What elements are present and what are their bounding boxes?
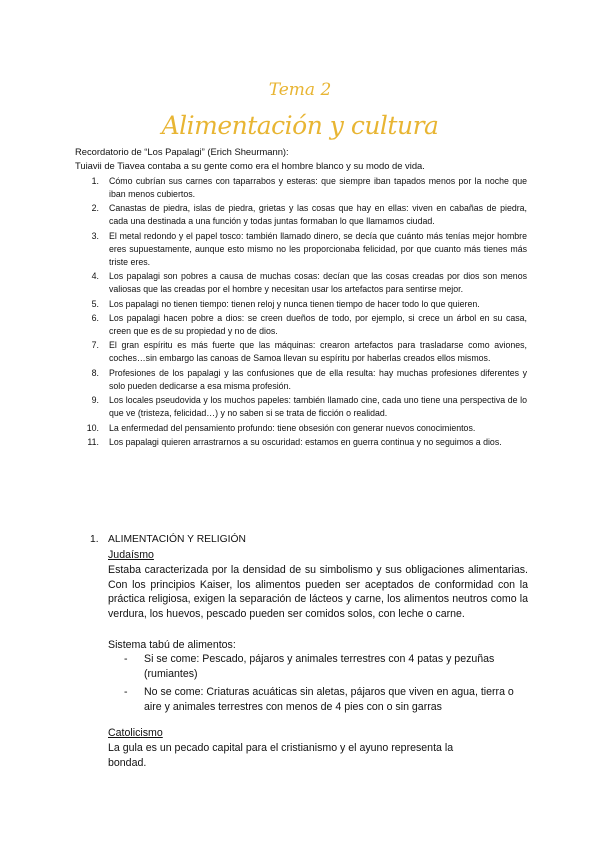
list-item-text: Si se come: Pescado, pájaros y animales terrestres con 4 patas y pezuñas (rumiantes) <box>144 653 495 680</box>
dash-bullet: - <box>124 653 128 665</box>
taboo-list <box>124 652 528 718</box>
list-item <box>85 230 527 269</box>
list-item-number: 2. <box>91 203 99 214</box>
judaismo-heading: Judaísmo <box>108 549 154 561</box>
section-heading <box>90 534 246 545</box>
list-item-number: 9. <box>91 395 99 406</box>
list-item-number: 10. <box>86 422 99 433</box>
list-item-number: 4. <box>91 271 99 282</box>
list-item <box>85 436 527 449</box>
list-item-number: 11. <box>87 436 99 447</box>
judaismo-paragraph: Estaba caracterizada por la densidad de su simbolismo y sus obligaciones alimentarias. Con los principios Kaiser, los alimentos pueden ser aceptados de conformidad con la práctica religiosa, exigen la separación de lácteos y carne, los alimentos neutros como la verdura, los huevos, pescado pueden ser comidos solos, con leche o carne. <box>108 564 528 620</box>
list-item-text: Los papalagi son pobres a causa de muchas cosas: decían que las cosas creadas por dios son menos valiosas que las creadas por el hombre y necesitan usar los artefactos para sentirse mejor. <box>109 271 527 295</box>
page-title: Alimentación y cultura <box>161 111 439 140</box>
list-item-text: El metal redondo y el papel tosco: también llamado dinero, se decía que cuánto más tenías mejor hombre eres supuestamente, aunque esto mismo no les proporcionaba felicidad, por que cuanto más tienes más triste eres. <box>109 230 527 267</box>
section-number: 1. <box>90 534 99 545</box>
list-item-text: Los locales pseudovida y los muchos papeles: también llamado cine, cada uno tiene una perspectiva de lo que ve (tristeza, felicidad…) y no saben si se trata de ficción o realidad. <box>109 395 527 419</box>
list-item <box>85 175 527 201</box>
section-title: ALIMENTACIÓN Y RELIGIÓN <box>108 534 246 545</box>
list-item <box>85 298 527 311</box>
dash-bullet: - <box>124 686 128 698</box>
list-item-text: Profesiones de los papalagi y las confusiones que de ella resulta: hay muchas profesiones diferentes y solo pueden dedicarse a esa misma profesión. <box>109 367 527 391</box>
list-item-number: 1. <box>91 176 99 186</box>
list-item <box>85 202 527 228</box>
list-item <box>124 652 528 681</box>
list-item-text: Los papalagi hacen pobre a dios: se creen dueños de todo, por ejemplo, si crece un árbol en su casa, creen que es de su propiedad y no de dios. <box>109 312 527 336</box>
catolicismo-paragraph: La gula es un pecado capital para el cristianismo y el ayuno representa la bondad. <box>108 742 454 769</box>
topic-number: Tema 2 <box>268 80 332 100</box>
list-item-text: La enfermedad del pensamiento profundo: tiene obsesión con generar nuevos conocimientos. <box>109 422 476 433</box>
list-item-text: Los papalagi quieren arrastrarnos a su oscuridad: estamos en guerra continua y no seguimos a dios. <box>109 436 502 447</box>
list-item-number: 5. <box>91 298 99 309</box>
catolicismo-heading: Catolicismo <box>108 727 163 739</box>
list-item <box>85 312 527 338</box>
papalagi-list <box>85 175 527 450</box>
list-item-number: 3. <box>91 230 99 241</box>
taboo-system-label: Sistema tabú de alimentos: <box>108 639 236 651</box>
list-item <box>124 685 528 714</box>
list-item <box>85 270 527 296</box>
list-item-number: 8. <box>91 367 99 378</box>
list-item <box>85 367 527 393</box>
list-item <box>85 339 527 365</box>
list-item-text: Cómo cubrían sus carnes con taparrabos y esteras: que siempre iban tapados menos por la noche que iban menos cubiertos. <box>109 176 527 199</box>
list-item-number: 7. <box>91 340 99 351</box>
list-item-text: Canastas de piedra, islas de piedra, grietas y las cosas que hay en ellas: viven en cabañas de piedra, cada una destinada a una función y todas juntas formaban lo que llamamos ciudad. <box>109 203 527 227</box>
list-item-text: No se come: Criaturas acuáticas sin aletas, pájaros que viven en agua, tierra o aire y animales terrestres con menos de 4 pies con o sin garras <box>144 686 514 713</box>
intro-summary: Tuiavii de Tiavea contaba a su gente como era el hombre blanco y su modo de vida. <box>75 160 425 171</box>
intro-reminder: Recordatorio de “Los Papalagi” (Erich Sheurmann): <box>75 146 289 157</box>
list-item-text: El gran espíritu es más fuerte que las máquinas: crearon artefactos para trasladarse como aviones, coches…sin embargo las canoas de Samoa llevan su espíritu por haberlas creados ellos mismos. <box>109 340 527 364</box>
list-item-number: 6. <box>91 312 99 323</box>
list-item <box>85 422 527 435</box>
list-item <box>85 394 527 420</box>
list-item-text: Los papalagi no tienen tiempo: tienen reloj y nunca tienen tiempo de hacer todo lo que quieren. <box>109 298 480 309</box>
